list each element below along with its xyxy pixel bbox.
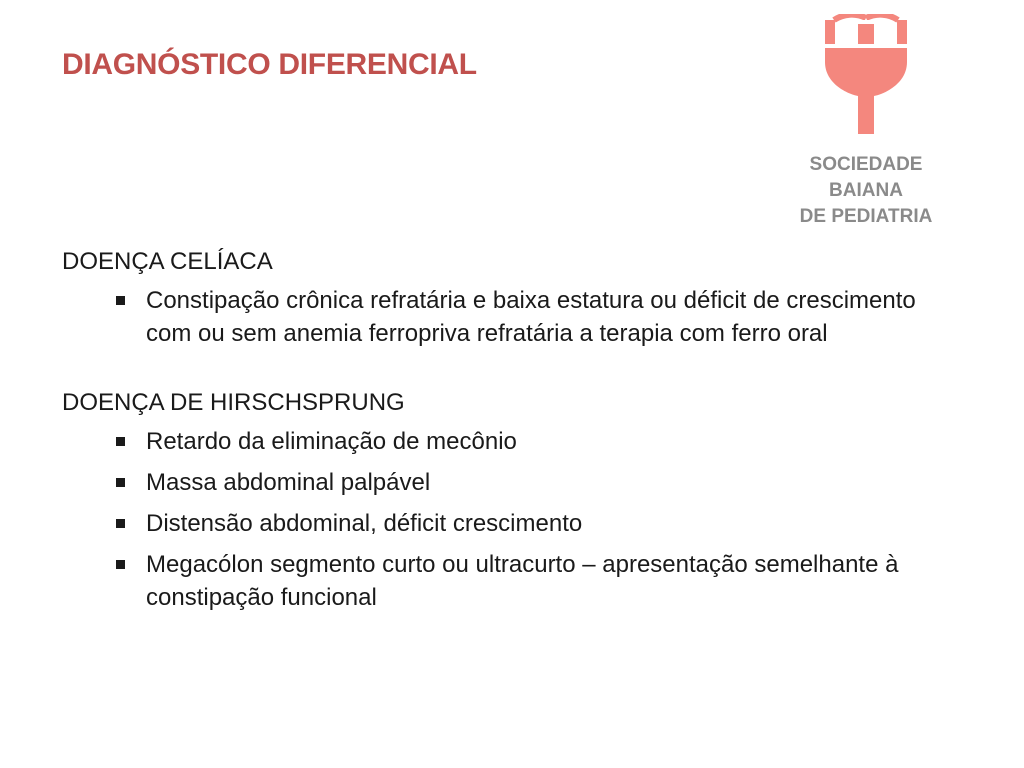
section-heading: DOENÇA DE HIRSCHSPRUNG	[62, 389, 405, 416]
section-doenca-de-hirschsprung	[62, 386, 962, 614]
section-heading: DOENÇA CELÍACA	[62, 248, 273, 275]
square-bullet-icon	[116, 560, 125, 569]
bullet-item	[62, 425, 962, 458]
logo-text-line-2: BAIANA	[829, 180, 903, 201]
bullet-item	[62, 507, 962, 540]
bullet-text: Distensão abdominal, déficit crescimento	[146, 510, 583, 537]
bullet-item	[62, 548, 962, 614]
bullet-text: Constipação crônica refratária e baixa estatura ou déficit de crescimento com ou sem anemia ferropriva refratária a terapia com ferro oral	[146, 287, 916, 347]
logo-text-line-1: SOCIEDADE	[809, 154, 923, 175]
bullet-text: Massa abdominal palpável	[146, 469, 431, 496]
bullet-text: Megacólon segmento curto ou ultracurto – apresentação semelhante à constipação funcional	[146, 551, 899, 611]
square-bullet-icon	[116, 437, 125, 446]
sociedade-baiana-de-pediatria-logo	[786, 14, 946, 229]
square-bullet-icon	[116, 296, 125, 305]
slide-content	[62, 245, 962, 622]
logo-text-line-3: DE PEDIATRIA	[799, 206, 933, 227]
logo-text	[786, 152, 946, 230]
bullet-list	[62, 284, 962, 350]
bullet-text: Retardo da eliminação de mecônio	[146, 428, 517, 455]
bullet-list	[62, 425, 962, 614]
cross-heart-emblem-icon	[822, 14, 910, 138]
bullet-item	[62, 284, 962, 350]
slide-title: DIAGNÓSTICO DIFERENCIAL	[62, 48, 477, 81]
square-bullet-icon	[116, 478, 125, 487]
section-doenca-celiaca	[62, 245, 962, 350]
square-bullet-icon	[116, 519, 125, 528]
bullet-item	[62, 466, 962, 499]
